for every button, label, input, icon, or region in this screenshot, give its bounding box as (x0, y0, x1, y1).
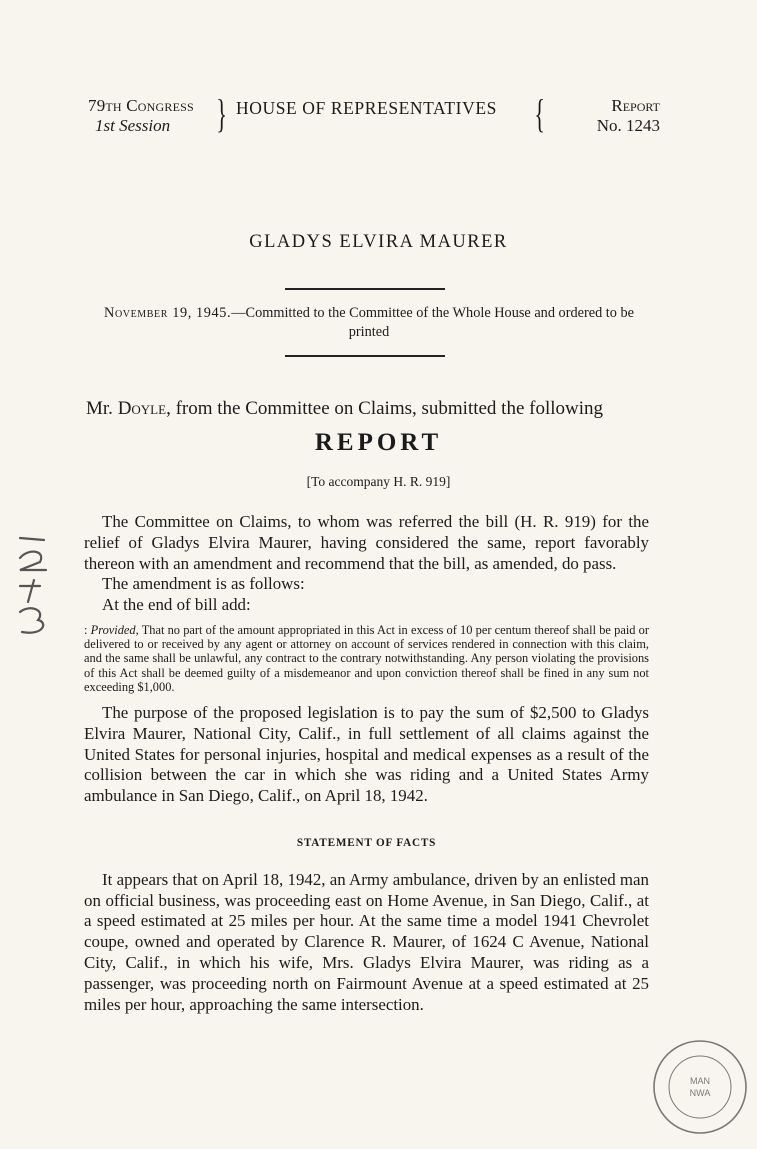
svg-text:MAN: MAN (690, 1076, 710, 1086)
report-body (84, 512, 649, 1015)
submitter-prefix: Mr. (86, 398, 118, 419)
proviso-word: Provided, (90, 622, 139, 637)
committed-rule (285, 355, 445, 357)
paragraph-amendment-location: At the end of bill add: (102, 595, 251, 615)
accompany-note: [To accompany H. R. 919] (306, 474, 451, 489)
proviso-lead: : (84, 622, 91, 637)
submitter-name: Doyle (117, 398, 167, 419)
left-brace: } (216, 91, 227, 136)
congress-label: 79th Congress (88, 96, 194, 115)
submitter-line (86, 398, 666, 420)
report-number-block (597, 96, 660, 136)
proviso-clause (84, 623, 649, 694)
right-brace: { (534, 91, 545, 136)
handwritten-report-number (10, 530, 54, 642)
proviso-text: That no part of the amount appropriated in this Act in excess of 10 per centum thereof shall be paid or delivered to or received by any agent or attorney on account of services rendered in connection with this claim, and the same shall be unlawful, any contract to the contrary notwithstanding. Any person violating the provisions of this Act shall be deemed guilty of a misdemeanor and upon conviction thereof shall be fined in any sum not exceeding $1,000. (84, 622, 649, 694)
report-number: No. 1243 (596, 116, 660, 135)
title-rule (285, 288, 445, 290)
chamber-title: HOUSE OF REPRESENTATIVES (236, 98, 497, 118)
library-stamp (648, 1035, 752, 1139)
paragraph-purpose: The purpose of the proposed legislation is to pay the sum of $2,500 to Gladys Elvira Maurer, National City, Calif., in full settlement of all claims against the United States for personal injuries, hospital and medical expenses as a result of the collision between the car in which she was riding and a United States Army ambulance in San Diego, Calif., on April 18, 1942. (84, 703, 649, 806)
paragraph-amendment-intro: The amendment is as follows: (102, 574, 305, 594)
session-label: 1st Session (95, 116, 171, 135)
statement-heading: STATEMENT OF FACTS (296, 836, 437, 849)
committed-text: —Committed to the Committee of the Whole House and ordered to be printed (231, 305, 634, 340)
svg-text:NWA: NWA (689, 1088, 711, 1098)
bill-title: GLADYS ELVIRA MAURER (249, 232, 508, 252)
submitter-text: , from the Committee on Claims, submitted the following (166, 398, 604, 419)
paragraph-facts: It appears that on April 18, 1942, an Army ambulance, driven by an enlisted man on official business, was proceeding east on Home Avenue, in San Diego, Calif., at a speed estimated at 25 miles per hour. At the same time a model 1941 Chevrolet coupe, owned and operated by Clarence R. Maurer, of 1624 C Avenue, National City, Calif., in which his wife, Mrs. Gladys Elvira Maurer, was riding as a passenger, was proceeding north on Fairmount Avenue at a speed estimated at 25 miles per hour, approaching the same intersection. (84, 869, 649, 1014)
committed-date: November 19, 1945. (104, 305, 232, 321)
report-label: Report (611, 96, 660, 115)
committed-notice (86, 304, 652, 342)
congress-session (88, 96, 194, 136)
paragraph-referral: The Committee on Claims, to whom was referred the bill (H. R. 919) for the relief of Gladys Elvira Maurer, having considered the same, report favorably thereon with an amendment and recommend that the bill, as amended, do pass. (84, 512, 649, 573)
report-header (88, 91, 660, 142)
report-heading: REPORT (314, 429, 443, 456)
